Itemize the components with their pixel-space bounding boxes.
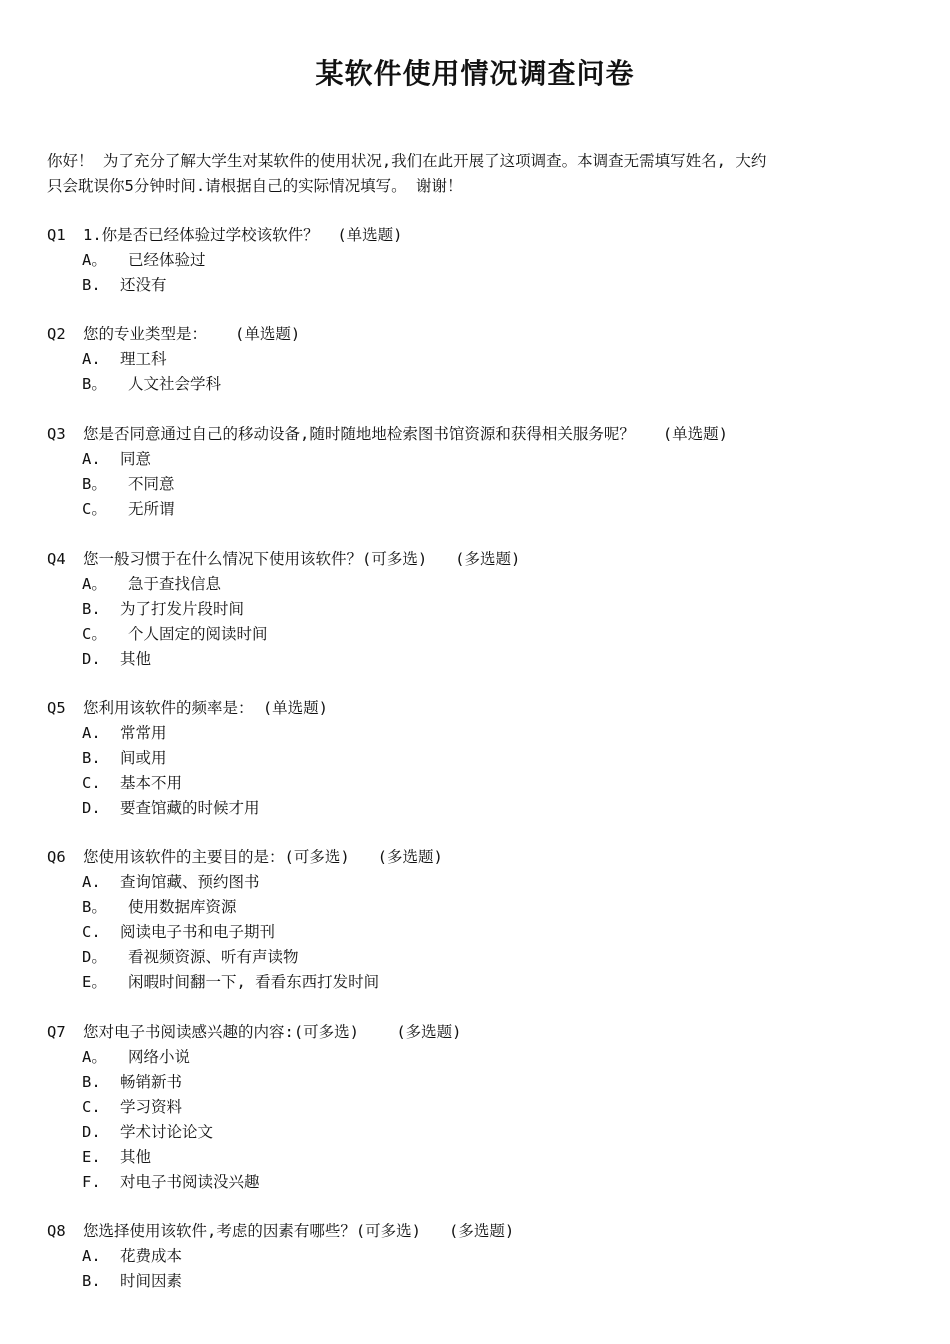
option-text: 还没有 xyxy=(120,276,167,294)
option-text: 间或用 xyxy=(120,749,167,767)
answer-option[interactable] xyxy=(82,721,917,746)
question-type-tag: (单选题) xyxy=(337,226,403,244)
option-letter: B。 xyxy=(82,475,107,493)
answer-option[interactable] xyxy=(82,1070,917,1095)
answer-option[interactable] xyxy=(82,622,917,647)
question-type-tag: (单选题) xyxy=(235,325,301,343)
answer-option[interactable] xyxy=(82,472,917,497)
option-text: 看视频资源、听有声读物 xyxy=(128,948,299,966)
option-letter: E。 xyxy=(82,973,107,991)
question-1 xyxy=(47,223,917,298)
question-type-tag: (单选题) xyxy=(662,425,729,443)
option-letter: B. xyxy=(82,749,101,767)
answer-option[interactable] xyxy=(82,1095,917,1120)
answer-option[interactable] xyxy=(82,347,917,372)
option-text: 无所谓 xyxy=(128,500,175,518)
option-text: 个人固定的阅读时间 xyxy=(128,625,268,643)
question-2 xyxy=(47,322,917,397)
option-text: 已经体验过 xyxy=(128,251,206,269)
option-text: 闲暇时间翻一下, 看看东西打发时间 xyxy=(128,973,380,991)
option-letter: C. xyxy=(82,774,101,792)
option-text: 人文社会学科 xyxy=(128,375,222,393)
option-text: 对电子书阅读没兴趣 xyxy=(120,1173,260,1191)
question-text: 您的专业类型是： xyxy=(83,325,235,343)
option-text: 其他 xyxy=(120,650,152,668)
intro-paragraph xyxy=(47,149,907,199)
option-text: 基本不用 xyxy=(120,774,183,792)
question-type-tag: (多选题) xyxy=(449,1222,515,1240)
question-number: Q8 xyxy=(47,1222,66,1240)
answer-option[interactable] xyxy=(82,1145,917,1170)
answer-option[interactable] xyxy=(82,1244,917,1269)
answer-option[interactable] xyxy=(82,771,917,796)
question-5 xyxy=(47,696,917,821)
option-letter: A。 xyxy=(82,575,107,593)
option-letter: B。 xyxy=(82,375,107,393)
option-text: 使用数据库资源 xyxy=(128,898,237,916)
question-type-tag: (单选题) xyxy=(262,699,329,717)
option-letter: A。 xyxy=(82,251,107,269)
question-header xyxy=(47,1219,917,1244)
question-3 xyxy=(47,422,917,522)
answer-option[interactable] xyxy=(82,647,917,672)
answer-option[interactable] xyxy=(82,597,917,622)
answer-option[interactable] xyxy=(82,572,917,597)
question-text: 1.你是否已经体验过学校该软件？ xyxy=(83,226,338,244)
option-letter: A。 xyxy=(82,1048,107,1066)
option-letter: A. xyxy=(82,350,101,368)
answer-option[interactable] xyxy=(82,1269,917,1294)
answer-option[interactable] xyxy=(82,970,917,995)
option-letter: D. xyxy=(82,650,101,668)
option-text: 学习资料 xyxy=(120,1098,183,1116)
question-type-tag: (多选题) xyxy=(396,1023,462,1041)
question-4 xyxy=(47,547,917,672)
option-letter: C。 xyxy=(82,500,107,518)
answer-option[interactable] xyxy=(82,746,917,771)
answer-option[interactable] xyxy=(82,372,917,397)
option-letter: F. xyxy=(82,1173,101,1191)
option-text: 查询馆藏、预约图书 xyxy=(120,873,260,891)
answer-option[interactable] xyxy=(82,945,917,970)
option-text: 畅销新书 xyxy=(120,1073,183,1091)
question-type-tag: (多选题) xyxy=(377,848,443,866)
question-number: Q4 xyxy=(47,550,66,568)
question-7 xyxy=(47,1020,917,1195)
question-text: 您一般习惯于在什么情况下使用该软件？(可多选) xyxy=(83,550,456,568)
option-letter: B. xyxy=(82,1073,101,1091)
answer-option[interactable] xyxy=(82,870,917,895)
answer-option[interactable] xyxy=(82,1045,917,1070)
option-letter: D. xyxy=(82,799,101,817)
answer-option[interactable] xyxy=(82,1120,917,1145)
page-title: 某软件使用情况调查问卷 xyxy=(315,57,635,90)
option-letter: B. xyxy=(82,600,101,618)
option-text: 理工科 xyxy=(120,350,167,368)
option-text: 学术讨论论文 xyxy=(120,1123,214,1141)
option-letter: A. xyxy=(82,1247,101,1265)
question-header xyxy=(47,422,917,447)
option-text: 常常用 xyxy=(120,724,167,742)
answer-option[interactable] xyxy=(82,447,917,472)
option-text: 同意 xyxy=(120,450,152,468)
question-number: Q6 xyxy=(47,848,66,866)
option-letter: A. xyxy=(82,873,101,891)
question-type-tag: (多选题) xyxy=(455,550,521,568)
question-header xyxy=(47,223,917,248)
question-header xyxy=(47,547,917,572)
option-text: 要查馆藏的时候才用 xyxy=(120,799,260,817)
question-header xyxy=(47,845,917,870)
option-letter: A. xyxy=(82,450,101,468)
answer-option[interactable] xyxy=(82,497,917,522)
answer-option[interactable] xyxy=(82,248,917,273)
option-letter: D。 xyxy=(82,948,107,966)
option-text: 阅读电子书和电子期刊 xyxy=(120,923,276,941)
question-number: Q1 xyxy=(47,226,66,244)
answer-option[interactable] xyxy=(82,796,917,821)
question-text: 您是否同意通过自己的移动设备,随时随地地检索图书馆资源和获得相关服务呢？ xyxy=(83,425,663,443)
question-number: Q7 xyxy=(47,1023,66,1041)
question-text: 您利用该软件的频率是： xyxy=(83,699,263,717)
question-8 xyxy=(47,1219,917,1294)
question-header xyxy=(47,322,917,347)
question-header xyxy=(47,696,917,721)
question-number: Q3 xyxy=(47,425,66,443)
question-text: 您使用该软件的主要目的是：(可多选) xyxy=(83,848,378,866)
option-text: 花费成本 xyxy=(120,1247,183,1265)
intro-line-1: 你好！ 为了充分了解大学生对某软件的使用状况,我们在此开展了这项调查。本调查无需填写姓名, 大约 xyxy=(47,152,767,170)
option-letter: A. xyxy=(82,724,101,742)
question-header xyxy=(47,1020,917,1045)
option-letter: C. xyxy=(82,923,101,941)
option-text: 网络小说 xyxy=(128,1048,191,1066)
question-text: 您选择使用该软件,考虑的因素有哪些？(可多选) xyxy=(83,1222,449,1240)
option-letter: B。 xyxy=(82,898,107,916)
option-text: 其他 xyxy=(120,1148,152,1166)
answer-option[interactable] xyxy=(82,895,917,920)
option-text: 不同意 xyxy=(128,475,175,493)
question-number: Q2 xyxy=(47,325,66,343)
option-text: 时间因素 xyxy=(120,1272,183,1290)
option-text: 急于查找信息 xyxy=(128,575,222,593)
option-letter: B. xyxy=(82,276,101,294)
question-number: Q5 xyxy=(47,699,66,717)
answer-option[interactable] xyxy=(82,1170,917,1195)
answer-option[interactable] xyxy=(82,920,917,945)
option-letter: E. xyxy=(82,1148,101,1166)
option-letter: C. xyxy=(82,1098,101,1116)
question-6 xyxy=(47,845,917,995)
option-letter: B. xyxy=(82,1272,101,1290)
intro-line-2: 只会耽误你5分钟时间.请根据自己的实际情况填写。 谢谢！ xyxy=(47,177,463,195)
option-letter: D. xyxy=(82,1123,101,1141)
option-letter: C。 xyxy=(82,625,107,643)
question-text: 您对电子书阅读感兴趣的内容:(可多选) xyxy=(83,1023,397,1041)
answer-option[interactable] xyxy=(82,273,917,298)
option-text: 为了打发片段时间 xyxy=(120,600,245,618)
